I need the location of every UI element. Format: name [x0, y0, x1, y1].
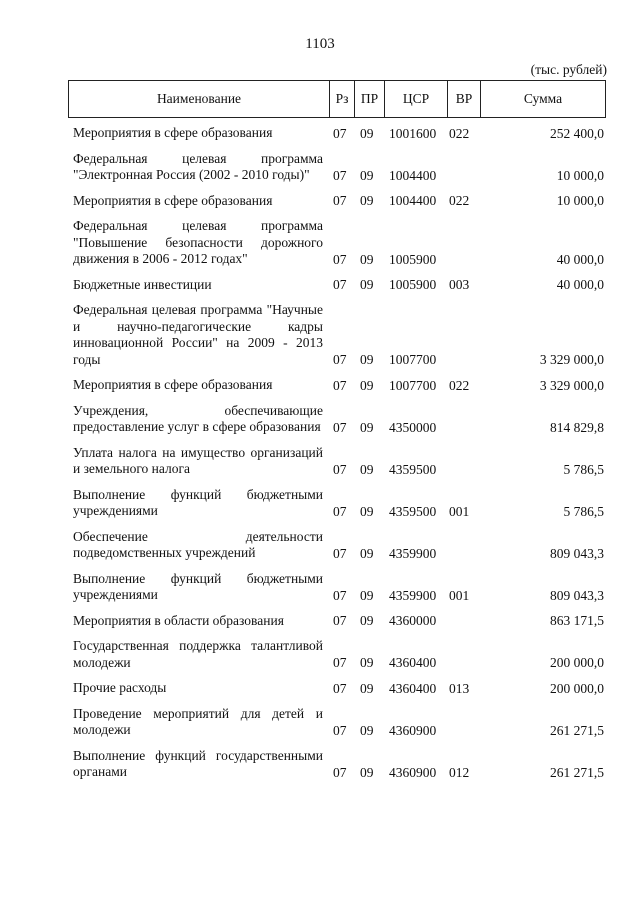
row-rz: 07 [333, 680, 347, 696]
row-csr: 1007700 [389, 377, 437, 393]
row-rz: 07 [333, 125, 347, 141]
table-row [68, 218, 606, 268]
row-name: Бюджетные инвестиции [73, 276, 212, 292]
table-row [68, 571, 606, 604]
row-vr: 022 [449, 193, 470, 208]
page-number: 1103 [305, 36, 335, 52]
row-pr: 09 [360, 193, 374, 208]
row-rz: 07 [333, 545, 347, 561]
row-pr: 09 [360, 764, 374, 780]
row-pr: 09 [360, 251, 374, 267]
row-rz: 07 [333, 722, 347, 738]
table-row [68, 748, 606, 781]
row-sum: 5 786,5 [563, 503, 604, 519]
row-name: Выполнение функций государственными органами [73, 747, 323, 779]
row-pr: 09 [360, 167, 374, 183]
table-row [68, 529, 606, 562]
row-csr: 4360900 [389, 722, 437, 738]
header-vr: ВР [448, 81, 481, 117]
row-pr: 09 [360, 722, 374, 738]
row-csr: 1005900 [389, 277, 437, 292]
row-pr: 09 [360, 587, 374, 603]
row-csr: 4359500 [389, 461, 437, 477]
row-rz: 07 [333, 352, 347, 367]
row-vr: 022 [449, 377, 470, 393]
row-rz: 07 [333, 193, 347, 208]
table-row [68, 445, 606, 478]
row-rz: 07 [333, 277, 347, 292]
row-csr: 4360400 [389, 655, 437, 670]
row-name: Мероприятия в сфере образования [73, 125, 273, 140]
table-row [68, 403, 606, 436]
header-csr: ЦСР [385, 81, 448, 117]
row-csr: 1004400 [389, 193, 437, 208]
row-sum: 261 271,5 [550, 722, 604, 738]
row-csr: 4359500 [389, 503, 437, 519]
table-row [68, 377, 606, 394]
table-row [68, 706, 606, 739]
row-rz: 07 [333, 251, 347, 267]
row-sum: 809 043,3 [550, 545, 604, 561]
row-csr: 4360400 [389, 680, 437, 696]
row-csr: 1001600 [389, 125, 437, 141]
row-sum: 261 271,5 [550, 764, 604, 780]
row-pr: 09 [360, 503, 374, 519]
row-name: Обеспечение деятельности подведомственных учреждений [73, 528, 323, 560]
table-row [68, 638, 606, 671]
row-sum: 5 786,5 [563, 461, 604, 477]
row-vr: 001 [449, 587, 470, 603]
row-sum: 3 329 000,0 [539, 352, 604, 367]
row-pr: 09 [360, 545, 374, 561]
row-csr: 4359900 [389, 545, 437, 561]
table-row [68, 302, 606, 368]
row-name: Федеральная целевая программа "Повышение безопасности дорожного движения в 2006 - 2012 годах" [73, 218, 323, 266]
row-pr: 09 [360, 461, 374, 477]
header-pr: ПР [355, 81, 385, 117]
row-rz: 07 [333, 503, 347, 519]
row-name: Государственная поддержка талантливой молодежи [73, 638, 323, 670]
row-rz: 07 [333, 613, 347, 628]
table-row [68, 487, 606, 520]
row-rz: 07 [333, 419, 347, 435]
row-sum: 200 000,0 [550, 680, 604, 696]
row-csr: 1004400 [389, 167, 437, 183]
row-rz: 07 [333, 461, 347, 477]
row-pr: 09 [360, 419, 374, 435]
row-name: Уплата налога на имущество организаций и земельного налога [73, 444, 323, 476]
table-body [68, 122, 606, 781]
row-csr: 1005900 [389, 251, 437, 267]
row-name: Учреждения, обеспечивающие предоставление услуг в сфере образования [73, 402, 323, 434]
row-name: Прочие расходы [73, 680, 167, 695]
row-pr: 09 [360, 377, 374, 393]
row-vr: 012 [449, 764, 470, 780]
table-row [68, 151, 606, 184]
row-rz: 07 [333, 764, 347, 780]
row-name: Мероприятия в сфере образования [73, 377, 273, 392]
header-name: Наименование [69, 81, 330, 117]
row-rz: 07 [333, 377, 347, 393]
row-name: Выполнение функций бюджетными учреждениями [73, 570, 323, 602]
row-csr: 1007700 [389, 352, 437, 367]
row-sum: 814 829,8 [550, 419, 604, 435]
row-name: Мероприятия в области образования [73, 612, 284, 628]
row-rz: 07 [333, 587, 347, 603]
row-rz: 07 [333, 655, 347, 670]
row-name: Федеральная целевая программа "Научные и научно-педагогические кадры инновационной России" на 2009 - 2013 годы [73, 302, 323, 367]
units-label: (тыс. рублей) [530, 62, 607, 77]
row-sum: 10 000,0 [556, 193, 604, 208]
table-row [68, 613, 606, 630]
row-vr: 022 [449, 125, 470, 141]
row-name: Федеральная целевая программа "Электронная Россия (2002 - 2010 годы)" [73, 150, 323, 182]
row-sum: 200 000,0 [550, 655, 604, 670]
row-sum: 863 171,5 [550, 613, 604, 628]
row-pr: 09 [360, 125, 374, 141]
row-sum: 252 400,0 [550, 125, 604, 141]
row-csr: 4360900 [389, 764, 437, 780]
table-header [68, 80, 606, 118]
row-sum: 40 000,0 [556, 277, 604, 292]
row-vr: 003 [449, 277, 470, 292]
row-pr: 09 [360, 277, 374, 292]
row-vr: 001 [449, 503, 470, 519]
header-rz: Рз [330, 81, 355, 117]
row-sum: 10 000,0 [556, 167, 604, 183]
row-name: Мероприятия в сфере образования [73, 192, 273, 208]
row-sum: 3 329 000,0 [539, 377, 604, 393]
row-vr: 013 [449, 680, 470, 696]
row-name: Проведение мероприятий для детей и молодежи [73, 705, 323, 737]
row-pr: 09 [360, 680, 374, 696]
header-sum: Сумма [523, 91, 563, 106]
row-csr: 4350000 [389, 419, 437, 435]
row-sum: 40 000,0 [556, 251, 604, 267]
row-name: Выполнение функций бюджетными учреждениями [73, 486, 323, 518]
row-pr: 09 [360, 613, 374, 628]
table-row [68, 193, 606, 210]
row-csr: 4359900 [389, 587, 437, 603]
row-sum: 809 043,3 [550, 587, 604, 603]
row-pr: 09 [360, 352, 374, 367]
table-row [68, 680, 606, 697]
table-row [68, 277, 606, 294]
row-rz: 07 [333, 167, 347, 183]
table-row [68, 125, 606, 142]
row-pr: 09 [360, 655, 374, 670]
row-csr: 4360000 [389, 613, 437, 628]
